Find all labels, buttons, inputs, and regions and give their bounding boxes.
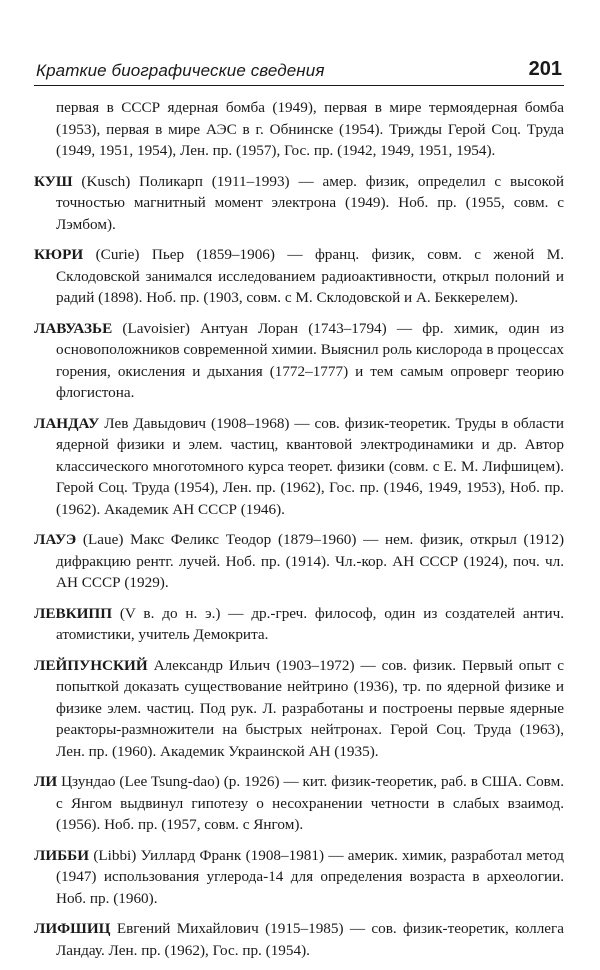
entry-text: Лев Давыдович (1908–1968) — сов. физик-теоретик. Труды в области ядерной физики и элем. частиц, квантовой электродинамики и др. Автор классического многотомного курса теорет. физики (совм. с Е. М. Лифшицем). Герой Соц. Труда (1954), Лен. пр. (1962), Гос. пр. (1946, 1949, 1953), Ноб. пр. (1962). Академик АН СССР (1946). bbox=[56, 414, 565, 518]
entry-lifshitz bbox=[34, 918, 564, 961]
entry-name: ЛАУЭ bbox=[34, 531, 77, 548]
entry-kusch bbox=[34, 171, 564, 236]
header-divider bbox=[34, 85, 564, 86]
entry-text: (Lavoisier) Антуан Лоран (1743–1794) — фр. химик, один из основоположников современной химии. Выяснил роль кислорода в процессах горения, окисления и дыхания (1772–1777) и тем самым опроверг теорию флогистона. bbox=[56, 319, 564, 401]
entry-text: Цзундао (Lee Tsung-dao) (р. 1926) — кит. физик-теоретик, раб. в США. Совм. с Янгом выдвинул гипотезу о несохранении четности в слабых взаимод. (1956). Ноб. пр. (1957, совм. с Янгом). bbox=[56, 773, 565, 833]
entry-text: Александр Ильич (1903–1972) — сов. физик. Первый опыт с попыткой доказать существование нейтрино (1936), тр. по ядерной физике и физике элем. частиц. Под рук. Л. разработаны и построены первые ядерные реакторы-размножители на быстрых нейтронах. Герой Соц. Труда (1963), Лен. пр. (1960). Академик Украинской АН (1935). bbox=[56, 656, 564, 760]
entry-name: ЛЕЙПУНСКИЙ bbox=[34, 656, 148, 674]
entry-text: (Libbi) Уиллард Франк (1908–1981) — америк. химик, разработал метод (1947) использования углерода-14 для определения возраста в археологии. Ноб. пр. (1960). bbox=[56, 846, 564, 907]
entry-name: ЛИББИ bbox=[34, 846, 90, 864]
entry-text: Евгений Михайлович (1915–1985) — сов. физик-теоретик, коллега Ландау. Лен. пр. (1962), Гос. пр. (1954). bbox=[56, 920, 565, 959]
entry-name: ЛЕВКИПП bbox=[34, 604, 113, 622]
entry-name: КУШ bbox=[34, 172, 73, 190]
entry-name: ЛИФШИЦ bbox=[34, 920, 111, 937]
book-page bbox=[34, 0, 565, 959]
entry-leucippus bbox=[34, 603, 564, 646]
entry-name: ЛАНДАУ bbox=[34, 414, 100, 432]
entry-text: (Laue) Макс Феликс Теодор (1879–1960) — нем. физик, открыл (1912) дифракцию рентг. лучей. Ноб. пр. (1914). Чл.-кор. АН СССР (1924), поч. чл. АН СССР (1929). bbox=[56, 531, 564, 591]
running-header-title: Краткие биографические сведения bbox=[36, 61, 325, 80]
entry-name: КЮРИ bbox=[34, 246, 84, 263]
entry-lee bbox=[34, 771, 564, 836]
page-number: 201 bbox=[528, 58, 562, 80]
entry-text: (V в. до н. э.) — др.-греч. философ, один из создателей антич. атомистики, учитель Демокрита. bbox=[56, 604, 565, 643]
biography-list bbox=[34, 97, 564, 970]
entry-curie bbox=[34, 244, 564, 309]
entry-name: ЛАВУАЗЬЕ bbox=[34, 319, 113, 337]
entry-landau bbox=[34, 413, 564, 521]
entry-laue bbox=[34, 529, 564, 594]
entry-text: (Kusch) Поликарп (1911–1993) — амер. физик, определил с высокой точностью магнитный момент электрона (1949). Ноб. пр. (1955, совм. с Лэмбом). bbox=[56, 172, 565, 233]
entry-lavoisier bbox=[34, 318, 564, 404]
entry-libby bbox=[34, 845, 564, 910]
continued-entry-text: первая в СССР ядерная бомба (1949), первая в мире термоядерная бомба (1953), первая в мире АЭС в г. Обнинске (1954). Трижды Герой Соц. Труда (1949, 1951, 1954), Лен. пр. (1957), Гос. пр. (1942, 1949, 1951, 1954). bbox=[56, 99, 564, 159]
entry-leipunsky bbox=[34, 655, 564, 763]
running-header bbox=[34, 57, 564, 87]
entry-text: (Curie) Пьер (1859–1906) — франц. физик, совм. с женой М. Склодовской занимался исследованием радиоактивности, открыл полоний и радий (1898). Ноб. пр. (1903, совм. с М. Склодовской и А. Беккерелем). bbox=[56, 246, 565, 306]
entry-name: ЛИ bbox=[34, 773, 58, 790]
